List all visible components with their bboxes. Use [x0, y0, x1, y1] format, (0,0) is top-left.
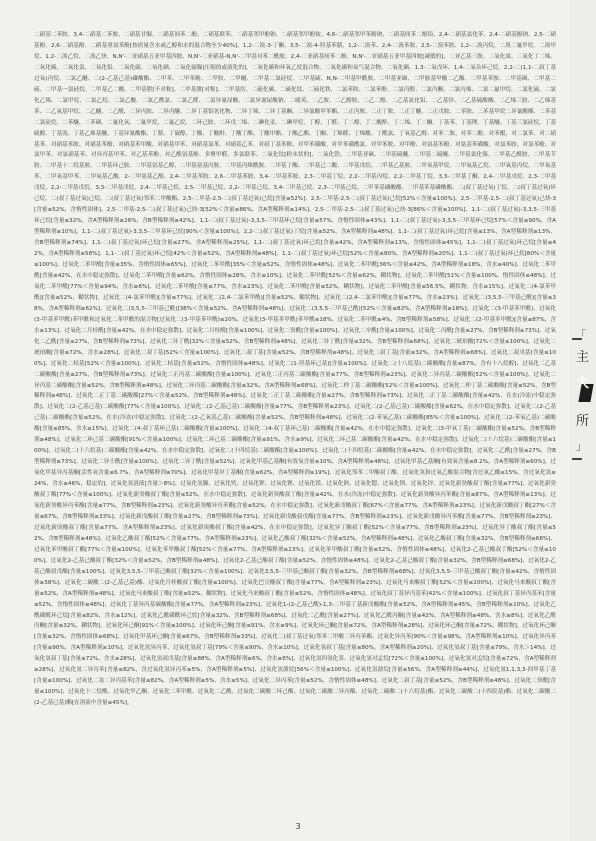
- body-text: 二硝基二苯胺、3,4-二硝基二苯胺、二硝基甘脲、二硝基间苯二酚、二硝基联苯、二硝基邻甲酚钠、二硝基邻甲酚铵、4,6-二硝基邻甲苯酚钠、二硝基间苯二酚铅、2,4-二硝基氯化苯、2,4-二硝基酚钠、2,5-二硝基酚、2,6-二硝基酚、二硝基重氮苯酚[按质量含水或乙醇和水的混合物至少40%]、1,2-二溴-3-丁酮、3,5-二溴-4-羟基苯腈、1,2-二溴苯、2,4-二溴苯胺、2,5-二溴苯胺、1,2-二溴丙烷、二溴二氟甲烷、二溴甲烷、1,2-二溴乙烷、二溴乙炔、N,N'-二亚硝基五亚甲基四胺、N,N'-二亚硝基-N,N'-二甲基对苯二酰胺、2,4-二亚硝基间苯二酚、N,N'-二亚硝基五亚甲基四胺[减敏的]、二亚乙基三胺、二氧化氮、二氧化丁二烯、二氧化碳、二氧化氯、二氧化铅、二氧化硫、二氧化硒、二氧化硫脲[压缩的或液化的]、二氧化碳和环氧乙烷混合物、二氧化碳和氧气混合物、二氧化硒、1,3-二氧戊环、1,4-二氧杂环己烷、2,2-二(1,1-二叔丁基过氧)丙烷、二氯乙醚、二(2-乙基己基)磷酸酯、二甲苯、二甲苯酚、二甲胺、二甲醚、二甲基二氯硅烷、二甲基硫、N,N-二甲基甲酰胺、二甲基亚砜、二甲胺基甲酸二乙酯、二甲基苯胺、二甲基砜、二甲基二硫、二甲基一氯硅烷、二甲基乙二酸、二甲基肼[不对称]、二甲基肼[对称]、二甲基肟、二硫化碳、二硫化钛、二硫化铁、二氯苯胺、二氯苯酚、二氯丙醇、二氯丙酮、二氯丙烯、二氯二氟甲烷、二氯化硫、二氯化乙烯、二氯甲烷、二氯乙烷、二氯乙酸、二氯乙酰氯、二氯乙醛、二氯异氰尿酸、二氯异氰尿酸钠、二噁英、二乙胺、二乙醇胺、二乙二醇、二乙基氯化铝、二乙基锌、二乙基硫酸酯、二乙烯三胺、二乙烯基苯、二乙氧基甲烷、二乙醚、二乙酰、二异丙胺、二异丙醚、二异丁基铝氢化物、二异丁烯、二异丁基酮、二异氰酸甲苯酯、二正丙胺、二正丁胺、二正丁醚、二正戊胺、二苯胺、二苯基甲烷二异氰酸酯、二苯基二氯硅烷、二苯醚、二苯砜、二氟化氧、二氟甲烷、二氟乙烷、二环己胺、二环戊二烯、二碘化汞、二碘甲烷、丁醇、丁醛、丁二醇、丁二酸酐、丁二烯、丁二酮、丁基苯、丁基锂、丁基醚、丁基三氯硅烷、丁基硫醇、丁基溴、丁基乙烯基醚、丁基异氰酸酯、丁腈、丁硫醇、丁酸、丁酸酐、丁酸丁酯、丁酸甲酯、丁酸乙酯、丁酮、丁烯醛、丁烯酸、丁酰氯、丁氧基乙醇、对苯二胺、对苯二酚、对苯醌、对二氯苯、对二硝基苯、对硝基苯胺、对硝基苯酚、对硝基苯甲酸、对硝基甲苯、对硝基氯苯、对硝基乙苯、对叔丁基苯酚、对甲苯磺酸、对甲苯磺酰氯、对甲苯胺、对甲酚、对氨基苯酚、对氨基苯磺酸、对氯苯胺、对氯苯酚、对氯甲苯、对氯硝基苯、对异丙基甲苯、对乙基苯酚、对乙酰氨基酚、多聚甲醛、多氯联苯、二氧化钛[粉末状的]、二氧化锆、二甲基亚砜、二甲基硫醚、二甲基二硫醚、二甲基氯化锡、二甲基乙酰胺、二甲基苄胺、二甲基十二烷基胺、二甲基环己胺、二甲基氨基乙醇、二甲基氨基丙胺、二甲基丙烯酰胺、二甲基丁酸、二甲基己二酸、二甲基戊烷、二甲基乙基胺、二甲氧基甲烷、二甲氧基乙烷、二甲氧基丙烷、二甲氧基苯、二甲氧基甲苯、二甲氧基乙酸、2-二甲氨基乙醇、2,4-二甲基苯胺、2,6-二甲基苯胺、3,4-二甲基苯胺、2,3-二甲基丁烷、2,2-二甲基丙烷、2,2-二甲基丁烷、3,3-二甲基丁酮、2,4-二甲基戊烷、2,3-二甲基戊烷、2,2-二甲基戊烷、3,3-二甲基戊烷、2,4-二甲基己烷、2,5-二甲基己烷、2,2-二甲基己烷、3,4-二甲基己烷、2,3-二甲基己烷、二甲苯基磷酸酯、二甲基苯基磷酸酯、二(叔丁基过氧)丁烷、二(叔丁基过氧)环己烷、二(叔丁基过氧)己烷、二(叔丁基过氧)邻苯二甲酸酯、2,5-二甲基-2,5-二(叔丁基过氧)己烷[含量≤52%]、2,5-二甲基-2,5-二(叔丁基过氧)己烷[52%＜含量≤100%]、2,5-二甲基-2,5-二(叔丁基过氧)己炔-3[含量≤52%，含惰性固体]、2,5-二甲基-2,5-二(叔丁基过氧)己炔-3[52%＜含量≤86%，含A型稀释剂≥14%]、2,5-二甲基-2,5-二(叔丁基过氧)己炔-3[86%＜含量≤100%]、1,1-二(叔丁基过氧)-3,3,5-三甲基环己烷[含量≤32%，含A型稀释剂≥26%，含B型稀释剂≥42%]、1,1-二(叔丁基过氧)-3,3,5-三甲基环己烷[含量≤57%，含惰性固体≥43%]、1,1-二(叔丁基过氧)-3,3,5-三甲基环己烷[57%＜含量≤90%，含A型稀释剂≥10%]、1,1-二(叔丁基过氧)-3,3,5-三甲基环己烷[90%＜含量≤100%]、2,2-二(叔丁基过氧)丁烷[含量≤52%，含A型稀释剂≥48%]、1,1-二(叔丁基过氧)环己烷[含量≤13%，含A型稀释剂≥13%，含B型稀释剂≥74%]、1,1-二(叔丁基过氧)环己烷[含量≤27%，含A型稀释剂≥25%]、1,1-二(叔丁基过氧)环己烷[含量≤42%，含A型稀释剂≥13%，含惰性固体≥45%]、1,1-二(叔丁基过氧)环己烷[含量≤42%，含A型稀释剂≥58%]、1,1-二(叔丁基过氧)环己烷[42%＜含量≤52%，含A型稀释剂≥48%]、1,1-二(叔丁基过氧)环己烷[52%＜含量≤80%，含A型稀释剂≥20%]、1,1-二(叔丁基过氧)环己烷[80%＜含量≤100%]、过氧化二苯甲酰[含量≤35%，含惰性固体≥65%]、过氧化二苯甲酰[35%＜含量≤52%，含惰性固体≥48%]、过氧化二苯甲酰[36%＜含量≤42%，含A型稀释剂≥18%，含水≤40%]、过氧化二苯甲酰[含量≤42%，在水中稳定弥散]、过氧化二苯甲酰[含量≤62%，含惰性固体≥28%，含水≥10%]、过氧化二苯甲酰[52%＜含量≤62%，糊状物]、过氧化二苯甲酰[51%＜含量≤100%，惰性固体≤48%]、过氧化二苯甲酰[77%＜含量≤94%，含水≥6%]、过氧化二苯甲酰[含量≤77%，含水≥23%]、过氧化二苯甲酰[含量≤52%，糊状物]、过氧化二苯甲酰[含量≤56.5%，糊状物，含水≥15%]、过氧化二(4-氯苯甲酰)[含量≤52%，糊状物]、过氧化二(4-氯苯甲酰)[含量≤77%]、过氧化二(2,4-二氯苯甲酰)[含量≤52%，糊状物]、过氧化二(2,4-二氯苯甲酰)[含量≤77%，含水≥23%]、过氧化二(3,5,5-三甲基己酰)[含量≤38%，含A型稀释剂≥62%]、过氧化二(3,5,5-三甲基己酰)[38%＜含量≤52%，含A型稀释剂≥48%]、过氧化二(3,5,5-三甲基己酰)[52%＜含量≤82%，含A型稀释剂≥18%]、过氧化二(3-甲基苯甲酰)、过氧化(3-甲基苯甲酰)苯甲酰和过氧化二苯甲酰的混合物[过氧化二(3-甲基苯甲酰)≤20%，过氧化(3-甲基苯甲酰)苯甲酰≤18%，过氧化二苯甲酰≤4%，含B型稀释剂≥58%]、过氧化二(2-甲基苯甲酰)[含量≤87%，含水≥13%]、过氧化二月桂酰[含量≤42%，在水中稳定弥散]、过氧化二月桂酰[含量≤100%]、过氧化二癸酰[含量≤100%]、过氧化二辛酰[含量≤100%]、过氧化二丙酰[含量≤27%，含B型稀释剂≥73%]、过氧化二乙酰[含量≤27%，含B型稀释剂≥73%]、过氧化二异丁酰[32%＜含量≤52%，含B型稀释剂≥48%]、过氧化二异丁酰[含量≤32%，含B型稀释剂≥68%]、过氧化二琥珀酸[72%＜含量≤100%]、过氧化二琥珀酸[含量≤72%，含水≥28%]、过氧化二叔丁基[52%＜含量≤100%]、过氧化二叔丁基[含量≤52%，含B型稀释剂≥48%]、过氧化二叔丁基[含量≤32%，含A型稀释剂≥68%]、过氧化二叔戊基[含量≤100%]、过氧化二枯基[52%＜含量≤100%]、过氧化二枯基[含量≤52%，含惰性固体≥48%]、过氧化二(1-羟基环己基)[含量≤100%]、过氧化二(十八烷基)二碳酸酯[含量≤87%，含有十八烷醇]、过氧化二乙基二碳酸酯[含量≤27%，含B型稀释剂≥73%]、过氧化二正丙基二碳酸酯[含量≤100%]、过氧化二正丙基二碳酸酯[含量≤77%，含B型稀释剂≥23%]、过氧化二异丙基二碳酸酯[52%＜含量≤100%]、过氧化二异丙基二碳酸酯[含量≤52%，含B型稀释剂≥48%]、过氧化二异丙基二碳酸酯[含量≤32%，含A型稀释剂≥68%]、过氧化二仲丁基二碳酸酯[52%＜含量≤100%]、过氧化二仲丁基二碳酸酯[含量≤52%，含B型稀释剂≥48%]、过氧化二正丁基二碳酸酯[27%＜含量≤52%，含B型稀释剂≥48%]、过氧化二正丁基二碳酸酯[含量≤27%，含B型稀释剂≥73%]、过氧化二正丁基二碳酸酯[含量≤42%，在水(冷冻)中稳定弥散]、过氧化二(2-乙基己基)二碳酸酯[77%＜含量≤100%]、过氧化二(2-乙基己基)二碳酸酯[含量≤77%，含B型稀释剂≥23%]、过氧化二(2-乙基己基)二碳酸酯[含量≤62%，在水中稳定弥散]、过氧化二(2-乙基己基)二碳酸酯[含量≤52%，在水(冷冻)中稳定弥散]、过氧化二(2-乙氧基乙基)二碳酸酯[含量≤52%，含B型稀释剂≥48%]、过氧化二(2-苯氧乙基)二碳酸酯[85%＜含量≤100%]、过氧化二(2-苯氧乙基)二碳酸酯[含量≤85%，含水≥15%]、过氧化二(4-叔丁基环己基)二碳酸酯[含量≤100%]、过氧化二(4-叔丁基环己基)二碳酸酯[含量≤42%，在水中稳定弥散]、过氧化二(3-甲氧丁基)二碳酸酯[含量≤52%，含B型稀释剂≥48%]、过氧化二环己基二碳酸酯[91%＜含量≤100%]、过氧化二环己基二碳酸酯[含量≤91%，含水≥9%]、过氧化二环己基二碳酸酯[含量≤42%，在水中稳定弥散]、过氧化二(十六烷基)二碳酸酯[含量≤100%]、过氧化二(十六烷基)二碳酸酯[含量≤42%，在水中稳定弥散]、过氧化二(十四烷基)二碳酸酯[含量≤100%]、过氧化二(十四烷基)二碳酸酯[含量≤42%，在水中稳定弥散]、过氧化二乙酰[含量≤27%，含B型稀释剂≥73%]、过氧化二异壬酰[含量≤100%]、过氧化二异丁酰[含量≤52%]、过氧化甲基乙基酮[有效氧含量≤10%，含A型稀释剂≥48%]、过氧化甲基乙基酮[有效氧含量≤8.2%，含A型稀释剂≥60%]、过氧化甲基异丙基酮[活性氧含量≤6.7%，含A型稀释剂≥70%]、过氧化甲基异丁基酮[含量≤62%，含A型稀释剂≥19%]、过氧化邻苯二甲酸叔丁酯、过氧化氢和过氧乙酸混合物[含过氧乙酸≤15%，含过氧化氢≤24%，含水≥46%，稳定的]、过氧化氢溶液[含量＞8%]、过氧化氢脲、过氧化钙、过氧化钾、过氧化锂、过氧化镁、过氧化钠、过氧化锶、过氧化钡、过氧化锌、过氧化新癸酸叔丁酯[含量≤77%]、过氧化新癸酸叔丁酯[77%＜含量≤100%]、过氧化新癸酸叔丁酯[含量≤52%，在水中稳定弥散]、过氧化新癸酸叔丁酯[含量≤42%，在水(冷冻)中稳定弥散]、过氧化新癸酸异丙苯酯[含量≤87%，含A型稀释剂≥13%]、过氧化新癸酸异丙苯酯[含量≤77%，含B型稀释剂≥23%]、过氧化新癸酸异丙苯酯[含量≤52%，在水中稳定弥散]、过氧化新戊酸叔丁酯[67%＜含量≤77%，含A型稀释剂≥23%]、过氧化新戊酸叔丁酯[27%＜含量≤67%，含B型稀释剂≥33%]、过氧化新戊酸叔丁酯[含量≤27%，含B型稀释剂≥73%]、过氧化新戊酸叔戊酯[含量≤77%，含B型稀释剂≥23%]、过氧化新戊酸异丙苯酯[含量≤77%，含B型稀释剂≥23%]、过氧化新庚酸叔丁酯[含量≤77%，含A型稀释剂≥23%]、过氧化新庚酸叔丁酯[含量≤42%，在水中稳定弥散]、过氧化异丁酸叔丁酯[52%＜含量≤77%，含B型稀释剂≥23%]、过氧化异丁酸叔丁酯[含量≤52%，含B型稀释剂≥48%]、过氧化乙酸叔丁酯[52%＜含量≤77%，含A型稀释剂≥23%]、过氧化乙酸叔丁酯[32%＜含量≤52%，含A型稀释剂≥48%]、过氧化乙酸叔丁酯[含量≤32%，含B型稀释剂≥68%]、过氧化苯甲酸叔丁酯[77%＜含量≤100%]、过氧化苯甲酸叔丁酯[52%＜含量≤77%，含A型稀释剂≥23%]、过氧化苯甲酸叔丁酯[含量≤52%，含惰性固体≥48%]、过氧化2-乙基己酸叔丁酯[52%＜含量≤100%]、过氧化2-乙基己酸叔丁酯[32%＜含量≤52%，含B型稀释剂≥48%]、过氧化2-乙基己酸叔丁酯[含量≤52%，含惰性固体≥48%]、过氧化2-乙基己酸叔丁酯[含量≤32%，含B型稀释剂≥68%]、过氧化2-乙基己酸叔戊酯[含量≤100%]、过氧化3,5,5-三甲基己酸叔丁酯[32%＜含量≤100%]、过氧化3,5,5-三甲基己酸叔丁酯[含量≤32%，含B型稀释剂≥68%]、过氧化3,5,5-三甲基己酸叔丁酯[含量≤42%，含惰性固体≥58%]、过氧化二碳酸二(2-乙基己基)酯、过氧化月桂酸叔丁酯[含量≤100%]、过氧化巴豆酸叔丁酯[含量≤77%，含A型稀释剂≥23%]、过氧化马来酸叔丁酯[52%＜含量≤100%]、过氧化马来酸叔丁酯[含量≤52%，含A型稀释剂≥48%]、过氧化马来酸叔丁酯[含量≤52%，糊状物]、过氧化马来酸叔丁酯[含量≤52%，含惰性固体≥48%]、过氧化叔丁基异丙基苯[42%＜含量≤100%]、过氧化叔丁基异丙基苯[含量≤52%，含惰性固体≥48%]、过氧化丁基异丙基碳酸酯[含量≤77%，含A型稀释剂≥23%]、过氧化1-(2-乙基己酰)-1,3-二甲基丁基新戊酸酯[含量≤52%，含A型稀释剂≥45%，含B型稀释剂≥10%]、过氧化乙酰磺酰环己烷[含量≤82%，含水≥12%]、过氧化乙酰磺酰环己烷[含量≤32%，含B型稀释剂≥68%]、过氧化二乙酰[含量≤27%]、过氧化乙酰丙酮[含量≤42%，含A型稀释剂≥48%，含水≥8%]、过氧化乙酰丙酮[含量≤32%，糊状物]、过氧化环己酮[91%＜含量≤100%]、过氧化环己酮[含量≤91%，含水≥9%]、过氧化环己酮[含量≤72%，含A型稀释剂≥28%]、过氧化环己酮[含量≤72%，糊状物]、过氧化环己酮[含量≤32%，含惰性固体≥68%]、过氧化甲基环己酮[含量≤67%，含B型稀释剂≥33%]、过氧化二(叔丁基过氧)邻苯二甲酸二异丙苯酯、过氧化异丙苯[90%＜含量≤98%，含A型稀释剂≤10%]、过氧化异丙苯[含量≤90%，含A型稀释剂≥10%]、过氧化氢异丙苯、过氧化氢叔丁基[79%＜含量≤90%，含水≥10%]、过氧化氢叔丁基[含量≤80%，含A型稀释剂≥20%]、过氧化氢叔丁基[含量≤79%，含水＞14%]、过氧化氢叔丁基[含量≤72%，含水≥28%]、过氧化氢叔戊基[含量≤88%，含A型稀释剂≥6%，含水≥6%]、过氧化氢四氢化萘、过氧化氢对孟烷[72%＜含量≤100%]、过氧化氢对孟烷[含量≤72%，含A型稀释剂≥28%]、过氧化氢二异丙苯[含量≤82%，含过氧化氢异丙苯≥5%，含A型稀释剂≥5%]、过氧化氢蒎烷[56%＜含量≤100%]、过氧化氢蒎烷[含量≤56%，含A型稀释剂≥44%]、过氧化氢1,1,3,3-四甲基丁基[含量≤100%]、过氧化二氢二异丙基苯[含量≤82%，含A型稀释剂≥5%，含水≥5%]、过氧化二异丙苯[含量≤52%，含惰性固体≥48%]、过氧化二叔丁基[含量≤52%，含B型稀释剂≥48%]、过氧化二癸酰[含量≤100%]、过氧化十二烷酰、过氧化甲乙酮、过氧化二苯甲酰、过氧化二乙酰、过氧化二碳酸二环己酯、过氧化二碳酸二异丙酯、过氧化二碳酸二(十六烷基)酯、过氧化二碳酸二(十四烷基)酯、过氧化二碳酸二(2-乙基己基)酯[在溶液中含量≤45%]。: [34, 32, 556, 707]
- margin-tab-char-0: 「: [576, 330, 586, 341]
- margin-tab-char-4: 」: [576, 442, 586, 453]
- margin-tab-char-2: 大: [576, 376, 590, 391]
- page-number: 3: [295, 822, 301, 831]
- margin-tab-bracket-bottom: [572, 458, 582, 460]
- margin-tab-char-3: 所: [576, 414, 590, 429]
- margin-tab-char-1: 主: [576, 350, 590, 365]
